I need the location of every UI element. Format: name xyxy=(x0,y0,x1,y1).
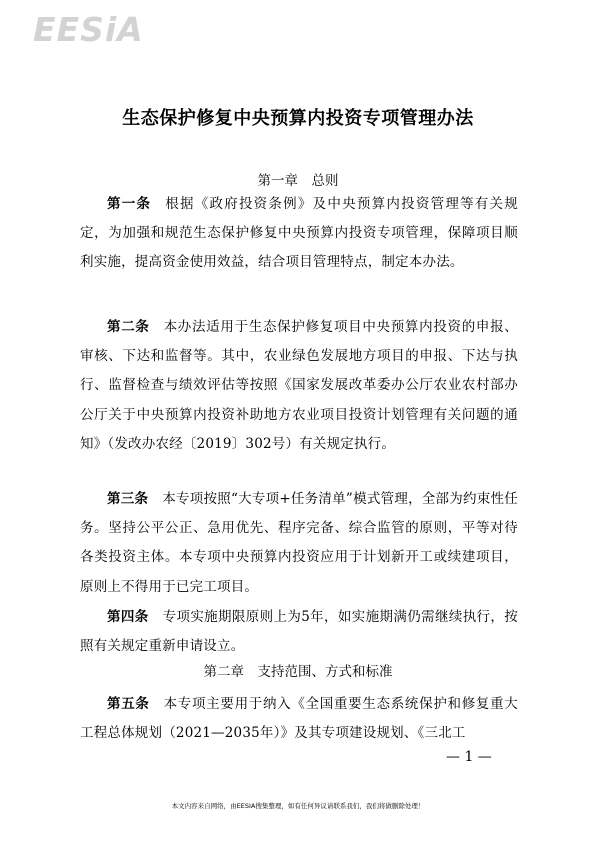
article-label: 第三条 xyxy=(107,491,149,507)
chapter-1-heading: 第一章 总则 xyxy=(257,173,339,189)
document-title: 生态保护修复中央预算内投资专项管理办法 xyxy=(122,108,474,129)
article-text: 根据《政府投资条例》及中央预算内投资管理等有关规定，为加强和规范生态保护修复中央预算内投资专项管理，保障项目顺利实施，提高资金使用效益，结合项目管理特点，制定本办法。 xyxy=(80,196,518,271)
page-number: — 1 — xyxy=(446,749,492,765)
article-2 xyxy=(80,313,518,459)
article-text: 本专项主要用于纳入《全国重要生态系统保护和修复重大工程总体规划（2021—2035年）》及其专项建设规划、《三北工 xyxy=(80,696,518,742)
article-1 xyxy=(80,190,518,278)
chapter-2-heading: 第二章 支持范围、方式和标准 xyxy=(203,664,393,680)
article-label: 第二条 xyxy=(107,319,150,335)
article-label: 第四条 xyxy=(107,609,149,625)
article-5 xyxy=(80,690,518,748)
article-3 xyxy=(80,485,518,602)
article-text: 本办法适用于生态保护修复项目中央预算内投资的申报、审核、下达和监督等。其中，农业绿色发展地方项目的申报、下达与执行、监督检查与绩效评估等按照《国家发展改革委办公厅农业农村部办公厅关于中央预算内投资补助地方农业项目投资计划管理有关问题的通知》（发改办农经〔2019〕302号）有关规定执行。 xyxy=(80,319,518,452)
article-text: 专项实施期限原则上为5年，如实施期满仍需继续执行，按照有关规定重新申请设立。 xyxy=(80,609,518,655)
eesia-logo: EESiA xyxy=(33,10,144,49)
article-label: 第一条 xyxy=(107,196,152,212)
footer-disclaimer: 本文内容来自网络，由EESIA搜集整理，如有任何异议请联系我们，我们将做删除处理！ xyxy=(171,802,425,810)
article-text: 本专项按照“大专项+任务清单”模式管理，全部为约束性任务。坚持公平公正、急用优先、程序完备、综合监管的原则，平等对待各类投资主体。本专项中央预算内投资应用于计划新开工或续建项目，原则上不得用于已完工项目。 xyxy=(80,491,518,595)
article-label: 第五条 xyxy=(107,696,150,712)
article-4 xyxy=(80,603,518,661)
